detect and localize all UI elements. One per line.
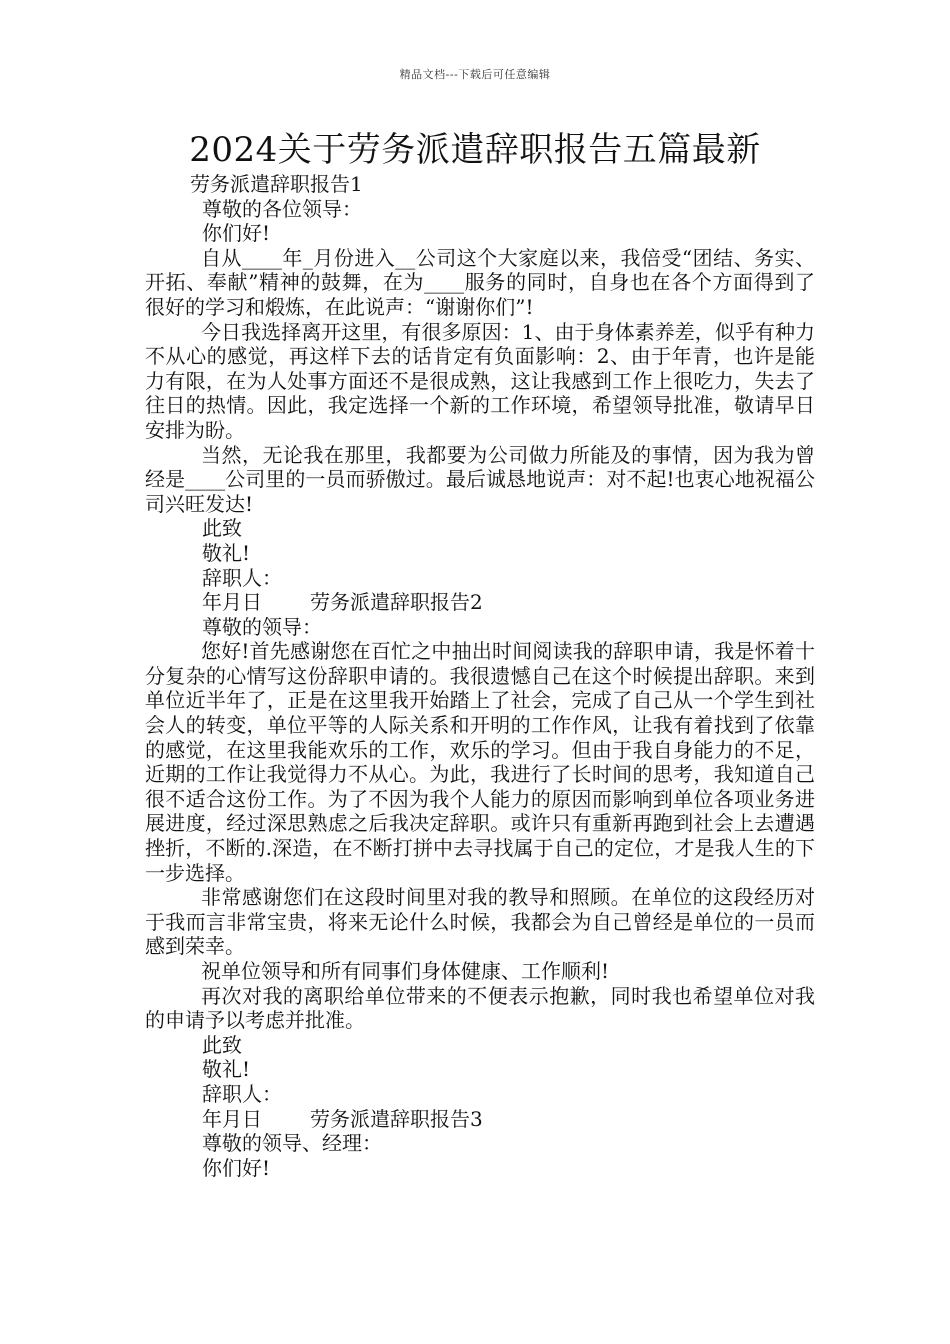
greeting: 你们好! [202, 1155, 271, 1180]
closing-line: 敬礼! [202, 1057, 251, 1082]
closing-line: 此致 [202, 516, 242, 541]
greeting: 你们好! [202, 221, 271, 246]
closing-line: 此致 [202, 1032, 242, 1057]
paragraph: 再次对我的离职给单位带来的不便表示抱歉，同时我也希望单位对我的申请予以考虑并批准。 [145, 983, 815, 1033]
paragraph: 非常感谢您们在这段时间里对我的教导和照顾。在单位的这段经历对于我而言非常宝贵，将来无论什么时候，我都会为自己曾经是单位的一员而感到荣幸。 [145, 885, 815, 959]
salutation: 尊敬的领导、经理： [202, 1131, 382, 1156]
paragraph: 今日我选择离开这里，有很多原因：1、由于身体素养差，似乎有种力不从心的感觉，再这样下去的话肯定有负面影响：2、由于年青，也许是能力有限，在为人处事方面还不是很成熟，这让我感到工作上很吃力，失去了往日的热情。因此，我定选择一个新的工作环境，希望领导批准，敬请早日安排为盼。 [145, 319, 815, 442]
date-heading-line [145, 590, 815, 615]
document-body [145, 172, 815, 1180]
date-heading-line [145, 1107, 815, 1132]
signer-line: 辞职人： [202, 565, 282, 590]
paragraph: 当然，无论我在那里，我都要为公司做力所能及的事情，因为我为曾经是____公司里的一员而骄傲过。最后诚恳地说声：对不起!也衷心地祝福公司兴旺发达! [145, 442, 815, 516]
date-line: 年月日 [202, 1106, 262, 1131]
date-line: 年月日 [202, 590, 262, 615]
page-header: 精品文档---下载后可任意编辑 [399, 68, 551, 81]
paragraph: 祝单位领导和所有同事们身体健康、工作顺利! [201, 959, 610, 983]
section-heading: 劳务派遣辞职报告3 [310, 1106, 483, 1131]
section-heading: 劳务派遣辞职报告1 [190, 172, 363, 196]
signer-line: 辞职人： [202, 1081, 282, 1106]
salutation: 尊敬的各位领导： [202, 196, 362, 221]
section-heading: 劳务派遣辞职报告2 [310, 590, 483, 615]
paragraph: 自从____年_月份进入__公司这个大家庭以来，我倍受“团结、务实、开拓、奉献”精神的鼓舞，在为____服务的同时，自身也在各个方面得到了很好的学习和煅炼，在此说声：“谢谢你们”! [145, 245, 815, 319]
paragraph: 您好!首先感谢您在百忙之中抽出时间阅读我的辞职申请，我是怀着十分复杂的心情写这份辞职申请的。我很遗憾自己在这个时候提出辞职。来到单位近半年了，正是在这里我开始踏上了社会，完成了自己从一个学生到社会人的转变，单位平等的人际关系和开明的工作作风，让我有着找到了依靠的感觉，在这里我能欢乐的工作，欢乐的学习。但由于我自身能力的不足，近期的工作让我觉得力不从心。为此，我进行了长时间的思考，我知道自己很不适合这份工作。为了不因为我个人能力的原因而影响到单位各项业务进展进度，经过深思熟虑之后我决定辞职。或许只有重新再跑到社会上去遭遇挫折，不断的.深造，在不断打拼中去寻找属于自己的定位，才是我人生的下一步选择。 [145, 639, 815, 885]
document-title: 2024关于劳务派遣辞职报告五篇最新 [189, 130, 761, 170]
closing-line: 敬礼! [202, 540, 251, 565]
salutation: 尊敬的领导： [202, 614, 322, 639]
